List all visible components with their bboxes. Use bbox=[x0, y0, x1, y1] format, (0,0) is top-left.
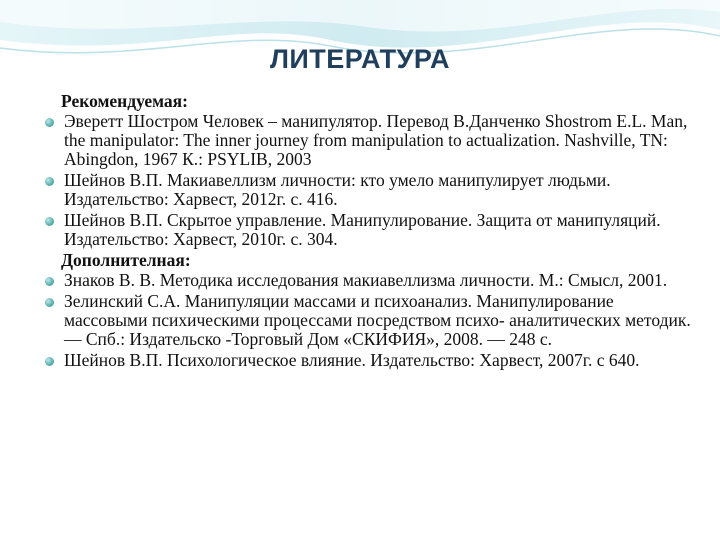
bullet-icon bbox=[45, 217, 54, 226]
list-item-text: Зелинский С.А. Манипуляции массами и психоанализ. Манипулирование массовыми психическими процессами посредством психо- аналитических методик. — Спб.: Издательско -Торговый Дом «СКИФИЯ», 2008. — 248 с. bbox=[64, 291, 691, 349]
additional-heading: Дополнителная: bbox=[61, 250, 191, 270]
bullet-icon bbox=[45, 177, 54, 186]
list-item-text: Знаков В. В. Методика исследования макиавеллизма личности. М.: Смысл, 2001. bbox=[64, 270, 668, 290]
list-item-text: Эверетт Шостром Человек – манипулятор. Перевод В.Данченко Shostrom E.L. Man, the manipulator: The inner journey from manipulation to actualization. Nashville, TN: Abingdon, 1967 К.: PSYLIB, 2003 bbox=[64, 111, 688, 169]
list-item bbox=[44, 112, 694, 169]
page-title: ЛИТЕРАТУРА bbox=[269, 44, 451, 74]
recommended-heading: Рекомендуемая: bbox=[61, 91, 188, 111]
list-item-text: Шейнов В.П. Макиавеллизм личности: кто умело манипулирует людьми. Издательство: Харвест, 2012г. с. 416. bbox=[64, 170, 611, 209]
list-item bbox=[44, 292, 694, 349]
list-item bbox=[44, 171, 694, 209]
list-item-text: Шейнов В.П. Скрытое управление. Манипулирование. Защита от манипуляций. Издательство: Харвест, 2010г. с. 304. bbox=[64, 210, 661, 249]
bullet-icon bbox=[45, 118, 54, 127]
list-item-text: Шейнов В.П. Психологическое влияние. Издательство: Харвест, 2007г. с 640. bbox=[64, 350, 640, 370]
list-item bbox=[44, 351, 694, 370]
list-item bbox=[44, 211, 694, 249]
reference-list bbox=[44, 92, 694, 372]
bullet-icon bbox=[45, 277, 54, 286]
list-item bbox=[44, 271, 694, 290]
bullet-icon bbox=[45, 357, 54, 366]
bullet-icon bbox=[45, 298, 54, 307]
